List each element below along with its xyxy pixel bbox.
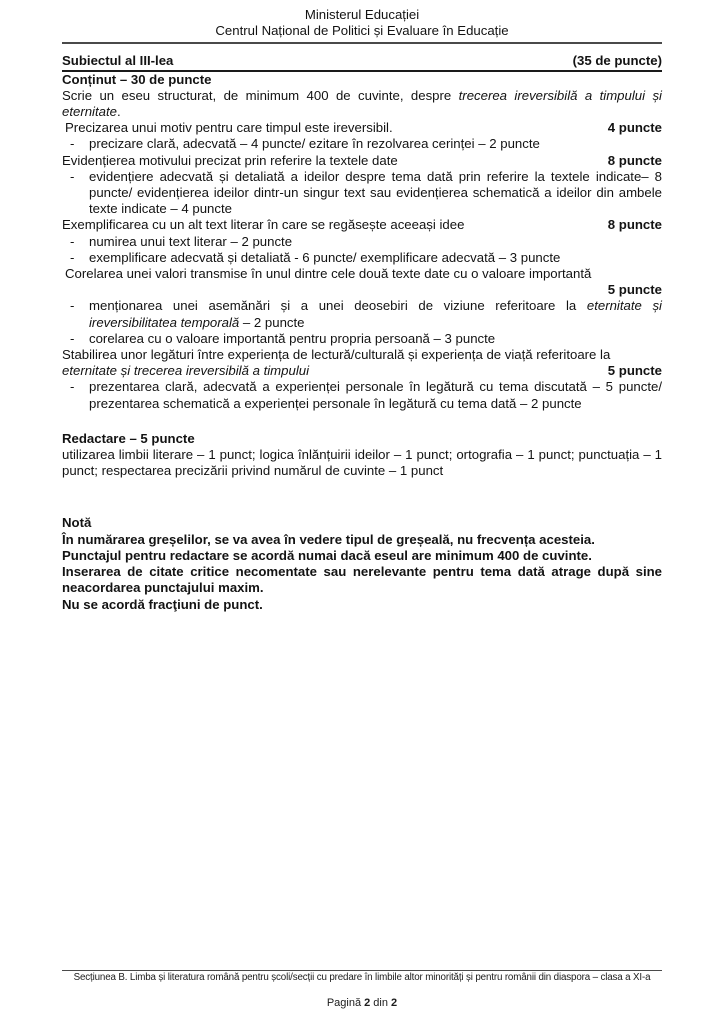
bullet-dash: - [70, 168, 75, 184]
footer-divider [62, 970, 662, 971]
criterion-2-bullet [62, 169, 662, 218]
nota-line-1: În numărarea greșelilor, se va avea în vedere tipul de greșeală, nu frecvența acesteia. [62, 531, 595, 547]
nota-line-4: Nu se acordă fracţiuni de punct. [62, 596, 263, 612]
center-name: Centrul Național de Politici și Evaluare în Educație [215, 23, 509, 39]
redactare-body: utilizarea limbii literare – 1 punct; logica înlănțuirii ideilor – 1 punct; ortografia – 1 punct; punctuația – 1 punct; respectarea precizării privind numărul de cuvinte – 1 punct [62, 447, 662, 479]
page-total: 2 [391, 996, 398, 1009]
criterion-3-label: Exemplificarea cu un alt text literar în care se regăsește aceeași idee [62, 217, 465, 233]
criterion-5-bullet [62, 379, 662, 411]
nota-line-3: Inserarea de citate critice necomentate sau nerelevante pentru tema dată atrage după sine neacordarea punctajului maxim. [62, 564, 662, 596]
criterion-5-label: Stabilirea unor legături între experiența de lectură/culturală și experiența de viață referitoare la [62, 347, 611, 363]
header-divider [62, 42, 662, 44]
bullet-dash: - [70, 379, 75, 395]
bullet-dash: - [70, 136, 75, 152]
criterion-4-points: 5 puncte [607, 282, 662, 298]
intro-theme-italic: trecerea ireversibilă a timpului și eternitate [62, 87, 662, 120]
spacer [62, 479, 662, 498]
subject-heading-row [62, 53, 662, 71]
criterion-5-theme-italic: eternitate și trecerea ireversibilă a timpului [62, 363, 310, 379]
page-current: 2 [364, 996, 371, 1009]
criterion-3-points: 8 puncte [607, 217, 662, 233]
criterion-1-bullet-text: precizare clară, adecvată – 4 puncte/ ezitare în rezolvarea cerinței – 2 puncte [89, 136, 540, 152]
page-footer [62, 970, 662, 1011]
nota-heading: Notă [62, 515, 92, 531]
redactare-heading: Redactare – 5 puncte [62, 430, 195, 446]
criterion-4-bullet-2-text: corelarea cu o valoare importantă pentru propria persoană – 3 puncte [89, 330, 496, 346]
bullet-dash: - [70, 233, 75, 249]
criterion-2-bullet-text: evidențiere adecvată și detaliată a ideilor despre tema dată prin referire la textele indicate– 8 puncte/ evidențierea ideilor dintr-un singur text sau evidențierea schematică a ideilor din ambele texte indicate – 4 puncte [89, 168, 662, 217]
criterion-5-bullet-text: prezentarea clară, adecvată a experienței personale în legătură cu tema discutată – 5 puncte/ prezentarea schematică a experienței personale în legătură cu tema dată – 2 puncte [89, 379, 662, 411]
content-heading: Conținut – 30 de puncte [62, 71, 212, 87]
nota-line-2: Punctajul pentru redactare se acordă numai dacă eseul are minimum 400 de cuvinte. [62, 547, 592, 563]
page-of-label: din [370, 996, 392, 1009]
criterion-5-points: 5 puncte [607, 363, 662, 379]
criterion-3-bullet-1-text: numirea unui text literar – 2 puncte [89, 233, 293, 249]
page-number [62, 995, 662, 1011]
bullet-dash: - [70, 330, 75, 346]
criterion-2-row [62, 153, 662, 169]
spacer [62, 412, 662, 431]
criterion-1-bullet [62, 136, 662, 152]
footer-section-note: Secțiunea B. Limba și literatura română pentru școli/secții cu predare în limbile altor minorități și pentru românii din diaspora – clasa a XI-a [73, 971, 651, 983]
criterion-1-points: 4 puncte [607, 120, 662, 136]
bullet-text-end: – 2 puncte [239, 314, 305, 330]
spacer [62, 498, 662, 515]
criterion-4-label: Corelarea unei valori transmise în unul dintre cele două texte date cu o valoare importantă [65, 266, 592, 282]
document-header [0, 0, 724, 39]
intro-text: Scrie un eseu structurat, de minimum 400 de cuvinte, despre [62, 87, 459, 103]
bullet-dash: - [70, 249, 75, 265]
bullet-theme-italic: eternitate și ireversibilitatea temporală [89, 298, 662, 330]
criterion-4-bullet-1-text [89, 298, 662, 330]
criterion-1-row [62, 120, 662, 136]
criterion-2-label: Evidențierea motivului precizat prin referire la textele date [62, 152, 398, 168]
subject-title: Subiectul al III-lea [62, 53, 174, 69]
criterion-3-bullet-2 [62, 250, 662, 266]
intro-paragraph [62, 88, 662, 120]
criterion-4-bullet-1 [62, 298, 662, 330]
criterion-3-bullet-2-text: exemplificare adecvată și detaliată - 6 puncte/ exemplificare adecvată – 3 puncte [89, 249, 561, 265]
bullet-text: menționarea unei asemănări și a unei deosebiri de viziune referitoare la [89, 298, 587, 314]
criterion-3-row [62, 217, 662, 233]
ministry-name: Ministerul Educației [304, 7, 420, 22]
criterion-4-bullet-2 [62, 331, 662, 347]
criterion-3-bullet-1 [62, 234, 662, 250]
document-body [62, 53, 662, 612]
bullet-dash: - [70, 298, 75, 314]
subject-points: (35 de puncte) [572, 53, 662, 69]
page-label: Pagină [326, 996, 365, 1009]
intro-period: . [117, 104, 121, 120]
criterion-5-row [62, 363, 662, 379]
criterion-1-label: Precizarea unui motiv pentru care timpul este ireversibil. [65, 120, 393, 136]
criterion-2-points: 8 puncte [607, 152, 662, 168]
